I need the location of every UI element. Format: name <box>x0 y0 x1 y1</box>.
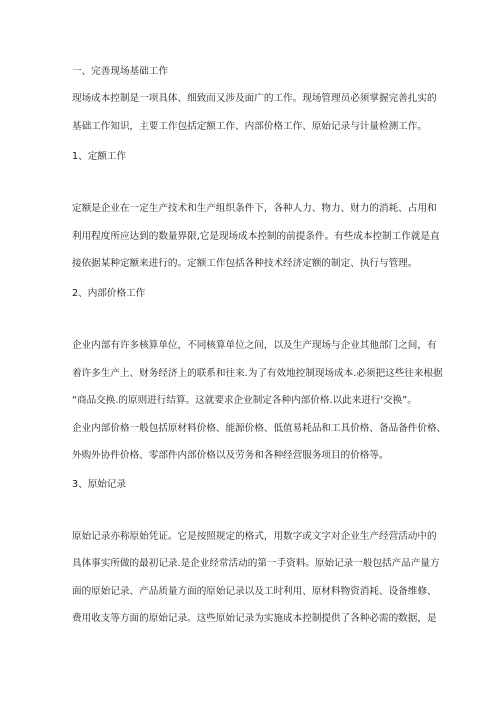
section-heading-improve-basic-work: 一、完善现场基础工作 <box>72 66 168 77</box>
paragraph-line: 原始记录亦称原始凭证。它是按照规定的格式，用数字或文字对企业生产经营活动中的 <box>72 531 437 542</box>
paragraph-line: 面的原始记录、产品质量方面的原始记录以及工时利用、原材料物资消耗、设备维修、 <box>72 586 437 597</box>
paragraph-line: 基础工作知识，主要工作包括定额工作、内部价格工作、原始记录与计量检测工作。 <box>72 121 427 132</box>
paragraph-line: 具体事实所做的最初记录.是企业经常活动的第一手资料。原始记录一般包括产品产量方 <box>72 558 440 569</box>
paragraph-line: 企业内部价格一般包括原材料价格、能源价格、低值易耗品和工具价格、备品备件价格、 <box>72 423 447 434</box>
paragraph-line: 费用收支等方面的原始记录。这些原始记录为实施成本控制提供了各种必需的数据，是 <box>72 613 437 624</box>
section-heading-quota-work: 1、定额工作 <box>72 151 127 162</box>
paragraph-line: 定额是企业在一定生产技术和生产组织条件下，各种人力、物力、财力的消耗、占用和 <box>72 203 437 214</box>
paragraph-line: “商品交换.的原则进行结算。这就要求企业制定各种内部价格.以此来进行'交换”。 <box>72 395 417 406</box>
paragraph-line: 现场成本控制是一项具体、细致而又涉及面广的工作。现场管理员必须掌握完善扎实的 <box>72 93 437 104</box>
section-heading-internal-price-work: 2、内部价格工作 <box>72 288 146 299</box>
section-heading-original-records: 3、原始记录 <box>72 479 127 490</box>
paragraph-line: 着许多生产上、财务经济上的联系和往来.为了有效地控制现场成本.必须把这些往来根据 <box>72 368 443 379</box>
paragraph-line: 利用程度所应达到的数量界限,它是现场成本控制的前提条件。有些成本控制工作就是直 <box>72 231 440 242</box>
paragraph-line: 外购外协件价格、零部件内部价格以及劳务和各种经营服务项目的价格等。 <box>72 450 389 461</box>
paragraph-line: 接依据某种定额来进行的。定额工作包括各种技术经济定额的制定、执行与管理。 <box>72 258 418 269</box>
paragraph-line: 企业内部有许多核算单位，不同核算单位之间，以及生产现场与企业其他部门之间，有 <box>72 340 437 351</box>
